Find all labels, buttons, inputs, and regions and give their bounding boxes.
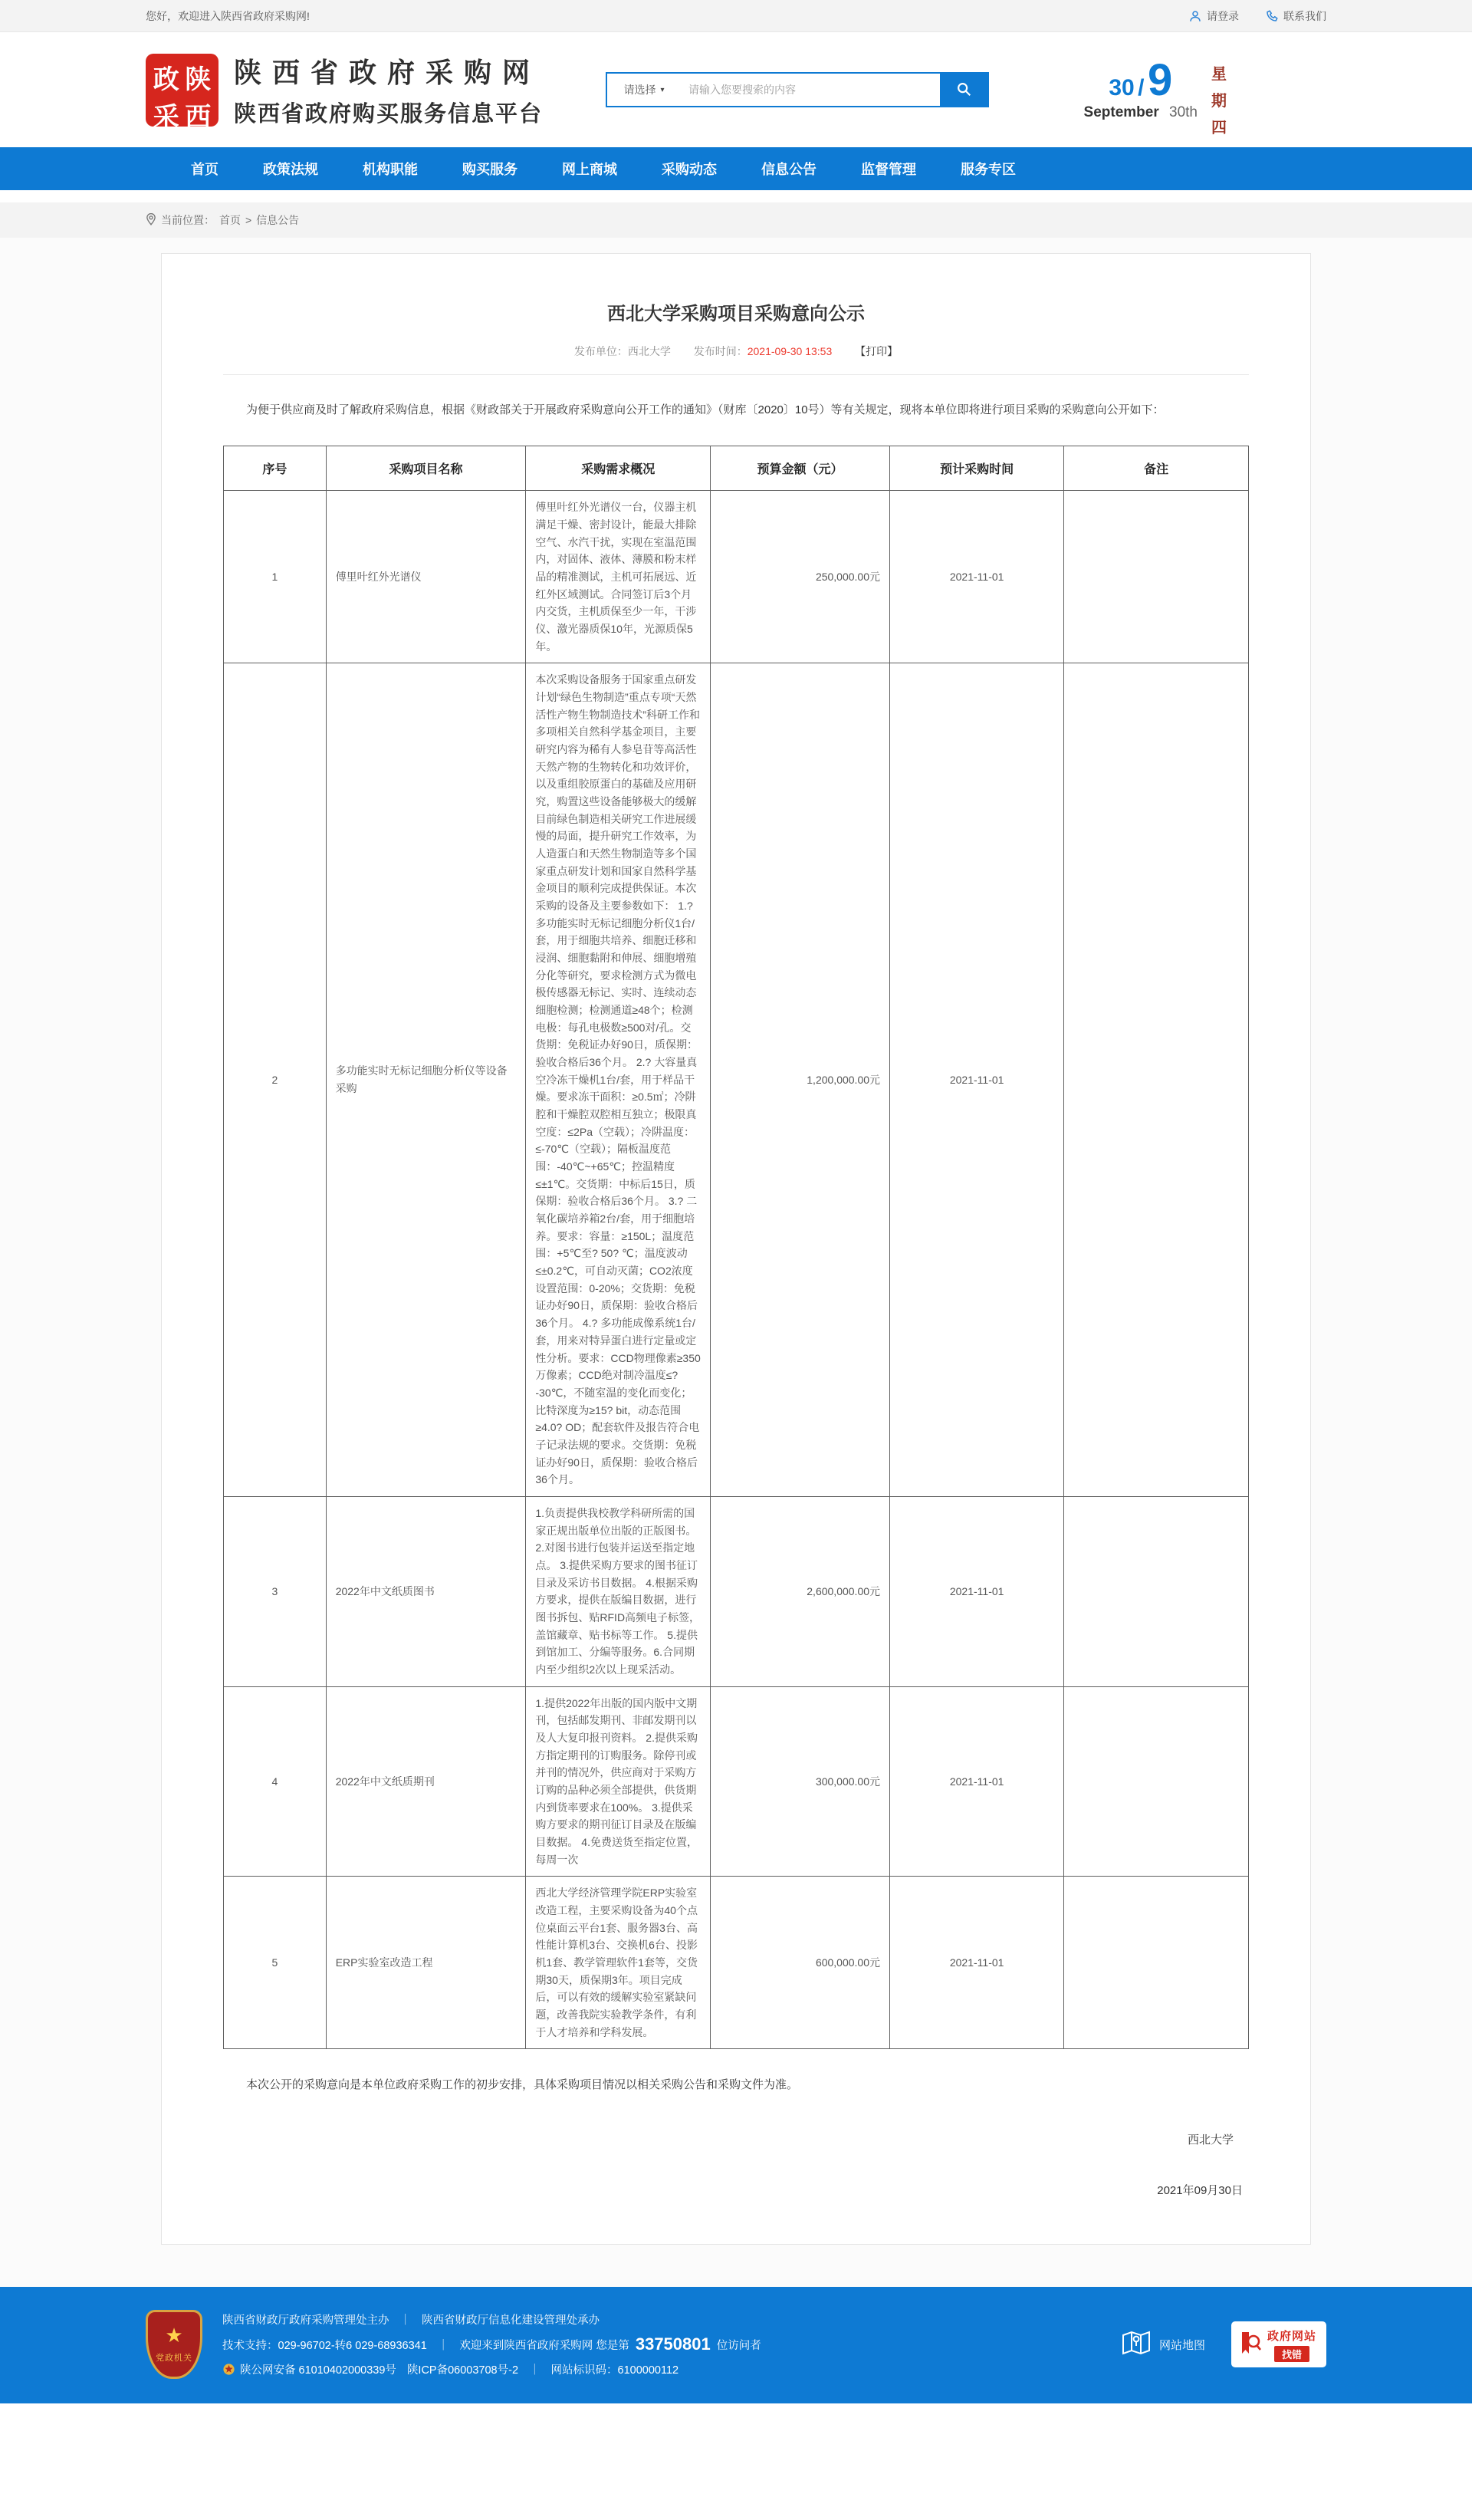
find-error-badge[interactable]: 政府网站 找错	[1231, 2321, 1326, 2367]
publisher-value: 西北大学	[627, 345, 671, 357]
footer-tech-support: 技术支持：029-96702-转6 029-68936341	[222, 2339, 427, 2352]
article-card	[161, 253, 1311, 2245]
table-row	[224, 663, 1249, 1497]
nav-item-9[interactable]: 服务专区	[961, 162, 1016, 177]
print-button[interactable]: 【打印】	[855, 345, 899, 357]
column-header: 备注	[1064, 446, 1249, 491]
publish-time-value: 2021-09-30 13:53	[747, 345, 833, 357]
cell-amount: 600,000.00元	[711, 1877, 890, 2049]
main-nav	[146, 147, 1326, 190]
cell-date: 2021-11-01	[890, 491, 1064, 663]
search-input[interactable]	[681, 74, 940, 106]
table-body	[224, 491, 1249, 2049]
nav-item-2[interactable]: 政策法规	[263, 162, 318, 177]
date-widget: 30 / 9 September 30th 星 期 四	[1083, 55, 1227, 137]
signature: 西北大学	[1187, 2133, 1234, 2147]
cell-remark	[1064, 1877, 1249, 2049]
cell-no: 3	[224, 1496, 327, 1686]
contact-link[interactable]: 联系我们	[1265, 8, 1326, 24]
breadcrumb-bar	[0, 202, 1472, 238]
logo-char: 政	[153, 64, 179, 94]
site-identifier-code: 网站标识码：6100000112	[550, 2364, 679, 2377]
cell-amount: 300,000.00元	[711, 1686, 890, 1877]
footer-undertake: 陕西省财政厅信息化建设管理处承办	[422, 2314, 600, 2328]
main-nav-bar	[0, 147, 1472, 190]
security-filing-link[interactable]: 陕公网安备 61010402000339号	[240, 2364, 396, 2377]
nav-item-4[interactable]: 购买服务	[462, 162, 518, 177]
breadcrumb-separator: >	[245, 214, 252, 226]
cell-remark	[1064, 1686, 1249, 1877]
nav-item-3[interactable]: 机构职能	[363, 162, 418, 177]
breadcrumb-home[interactable]: 首页	[219, 214, 241, 226]
date-weekday: 星 期 四	[1211, 66, 1227, 137]
logo-char: 西	[185, 102, 212, 132]
cell-name: 傅里叶红外光谱仪	[326, 491, 526, 663]
nav-item-8[interactable]: 监督管理	[861, 162, 916, 177]
cell-remark	[1064, 1496, 1249, 1686]
site-subtitle: 陕西省政府购买服务信息平台	[234, 102, 544, 127]
top-utility-bar	[0, 0, 1472, 32]
page-title: 西北大学采购项目采购意向公示	[607, 304, 865, 324]
cell-desc: 傅里叶红外光谱仪一台，仪器主机满足干燥、密封设计，能最大排除空气、水汽干扰，实现在室温范围内，对固体、液体、薄膜和粉末样品的精准测试，主机可拓展远、近红外区域测试。合同签订后3个月内交货，主机质保至少一年，干涉仪、激光器质保10年，光源质保5年。	[526, 491, 711, 663]
search-box	[606, 72, 989, 107]
government-emblem: ★ 党政机关	[146, 2310, 202, 2379]
cell-name: 2022年中文纸质期刊	[326, 1686, 526, 1877]
date-month-name: September	[1083, 104, 1159, 120]
cell-no: 5	[224, 1877, 327, 2049]
intro-paragraph: 为便于供应商及时了解政府采购信息，根据《财政部关于开展政府采购意向公开工作的通知》（财库〔2020〕10号）等有关规定，现将本单位即将进行项目采购的采购意向公开如下：	[246, 403, 1165, 416]
table-row	[224, 491, 1249, 663]
procurement-intent-table	[223, 446, 1249, 2049]
location-pin-icon	[146, 213, 156, 228]
site-title: 陕西省政府采购网	[234, 57, 541, 88]
cell-name: 多功能实时无标记细胞分析仪等设备采购	[326, 663, 526, 1497]
footer-line-registration: 陕公网安备 61010402000339号 陕ICP备06003708号-2 ｜ 网站标识码：6100000112	[222, 2361, 1121, 2377]
cell-desc: 西北大学经济管理学院ERP实验室改造工程，主要采购设备为40个点位桌面云平台1套、服务器3台、高性能计算机3台、交换机6台、投影机1套、教学管理软件1套等，交货期30天，质保期3年。项目完成后，可以有效的缓解实验室紧缺问题，改善我院实验教学条件，有利于人才培养和学科发展。	[526, 1877, 711, 2049]
welcome-text: 您好，欢迎进入陕西省政府采购网!	[146, 9, 310, 22]
site-logo	[146, 54, 219, 132]
phone-icon	[1265, 9, 1279, 23]
article-meta	[223, 344, 1249, 359]
cell-no: 1	[224, 491, 327, 663]
publish-time-label: 发布时间：	[693, 345, 748, 357]
column-header: 采购需求概况	[526, 446, 711, 491]
sitemap-link[interactable]: 网站地图	[1121, 2329, 1205, 2360]
cell-no: 2	[224, 663, 327, 1497]
table-header-row	[224, 446, 1249, 491]
nav-item-1[interactable]: 首页	[191, 162, 219, 177]
main-content	[0, 238, 1472, 2287]
cell-remark	[1064, 663, 1249, 1497]
search-category-select[interactable]: 请选择 ▾	[623, 84, 665, 96]
nav-item-6[interactable]: 采购动态	[662, 162, 717, 177]
column-header: 预算金额（元）	[711, 446, 890, 491]
site-header	[0, 32, 1472, 147]
cell-amount: 1,200,000.00元	[711, 663, 890, 1497]
cell-name: 2022年中文纸质图书	[326, 1496, 526, 1686]
footer-host: 陕西省财政厅政府采购管理处主办	[222, 2314, 389, 2328]
cell-date: 2021-11-01	[890, 1877, 1064, 2049]
cell-date: 2021-11-01	[890, 1686, 1064, 1877]
footer-line-organizers: 陕西省财政厅政府采购管理处主办 ｜ 陕西省财政厅信息化建设管理处承办	[222, 2311, 1121, 2328]
chevron-down-icon: ▾	[660, 85, 665, 94]
cell-desc: 1.负责提供我校教学科研所需的国家正规出版单位出版的正版图书。 2.对图书进行包装并运送至指定地点。 3.提供采购方要求的图书征订目录及采访书目数据。 4.根据采购方要求，提供在版编目数据，进行图书拆包、贴RFID高频电子标签，盖馆藏章、贴书标等工作。 5.提供到馆加工、分编等服务。6.合同期内至少组织2次以上现采活动。	[526, 1496, 711, 1686]
cell-no: 4	[224, 1686, 327, 1877]
cell-desc: 1.提供2022年出版的国内版中文期刊，包括邮发期刊、非邮发期刊以及人大复印报刊资料。 2.提供采购方指定期刊的订购服务。除停刊或并刊的情况外，供应商对于采购方订购的品种必须全部提供，供货期内到货率要求在100%。 3.提供采购方要求的期刊征订目录及在版编目数据。 4.免费送货至指定位置，每周一次	[526, 1686, 711, 1877]
signature-date: 2021年09月30日	[1157, 2184, 1243, 2198]
search-icon	[955, 81, 972, 100]
publisher-label: 发布单位：	[573, 345, 628, 357]
cell-amount: 2,600,000.00元	[711, 1496, 890, 1686]
cell-name: ERP实验室改造工程	[326, 1877, 526, 2049]
date-month-number: 9	[1147, 55, 1173, 105]
date-ordinal: 30th	[1169, 104, 1198, 120]
meta-divider	[223, 374, 1249, 375]
visitor-count: 33750801	[635, 2334, 711, 2354]
footer-line-support: 技术支持：029-96702-转6 029-68936341 ｜ 欢迎来到陕西省政府采购网 您是第 33750801 位访问者	[222, 2334, 761, 2354]
logo-char: 陕	[185, 64, 212, 94]
table-row	[224, 1877, 1249, 2049]
breadcrumb-current[interactable]: 信息公告	[256, 214, 300, 226]
table-row	[224, 1686, 1249, 1877]
cell-date: 2021-11-01	[890, 1496, 1064, 1686]
table-row	[224, 1496, 1249, 1686]
nav-item-5[interactable]: 网上商城	[562, 162, 617, 177]
site-footer	[0, 2287, 1472, 2403]
search-button[interactable]	[940, 74, 987, 106]
breadcrumb-label: 当前位置：	[161, 214, 215, 226]
login-link[interactable]: 请登录	[1188, 8, 1239, 24]
column-header: 序号	[224, 446, 327, 491]
logo-char: 采	[153, 102, 179, 132]
cell-date: 2021-11-01	[890, 663, 1064, 1497]
nav-item-7[interactable]: 信息公告	[761, 162, 816, 177]
closing-paragraph: 本次公开的采购意向是本单位政府采购工作的初步安排，具体采购项目情况以相关采购公告和采购文件为准。	[246, 2078, 799, 2092]
footer-welcome: 欢迎来到陕西省政府采购网 您是第	[459, 2339, 629, 2352]
cell-remark	[1064, 491, 1249, 663]
column-header: 预计采购时间	[890, 446, 1064, 491]
icp-filing-link[interactable]: 陕ICP备06003708号-2	[406, 2364, 519, 2377]
cell-amount: 250,000.00元	[711, 491, 890, 663]
date-day: 30	[1109, 75, 1135, 100]
cell-desc: 本次采购设备服务于国家重点研发计划“绿色生物制造”重点专项“天然活性产物生物制造技术”科研工作和多项相关自然科学基金项目，主要研究内容为稀有人参皂苷等高活性天然产物的生物转化和功效评价，以及重组胶原蛋白的基础及应用研究，购置这些设备能够极大的缓解目前绿色制造相关研究工作进展缓慢的局面，提升研究工作效率，为人造蛋白和天然生物制造等多个国家重点研发计划和国家自然科学基金项目的顺利完成提供保证。本次采购的设备及主要参数如下： 1.? 多功能实时无标记细胞分析仪1台/套，用于细胞共培养、细胞迁移和浸润、细胞黏附和伸展、细胞增殖分化等研究，要求检测方式为微电极传感器无标记、实时、连续动态细胞检测；检测通道≥48个；检测电极：每孔电极数≥500对/孔。交货期：免税证办好90日，质保期：验收合格后36个月。 2.? 大容量真空冷冻干燥机1台/套，用于样品干燥。要求冻干面积：≥0.5㎡；冷阱腔和干燥腔双腔相互独立；极限真空度：≤2Pa（空载）；冷阱温度：≤-70℃（空载）；隔板温度范围：-40℃~+65℃；控温精度≤±1℃。交货期：中标后15日，质保期：验收合格后36个月。 3.? 二氧化碳培养箱2台/套，用于细胞培养。要求：容量：≥150L；温度范围：+5℃至? 50? ℃；温度波动≤±0.2℃，可自动灭菌；CO2浓度设置范围：0-20%；交货期：免税证办好90日，质保期：验收合格后36个月。 4.? 多功能成像系统1台/套，用来对特异蛋白进行定量或定性分析。要求：CCD物理像素≥350万像素；CCD绝对制冷温度≤? -30℃，不随室温的变化而变化；比特深度为≥15? bit，动态范围≥4.0? OD；配套软件及报告符合电子记录法规的要求。交货期：免税证办好90日，质保期：验收合格后36个月。	[526, 663, 711, 1497]
map-icon	[1121, 2329, 1152, 2360]
police-badge-icon	[222, 2363, 235, 2376]
user-icon	[1188, 9, 1202, 23]
find-error-magnifier-icon	[1241, 2331, 1261, 2358]
column-header: 采购项目名称	[326, 446, 526, 491]
